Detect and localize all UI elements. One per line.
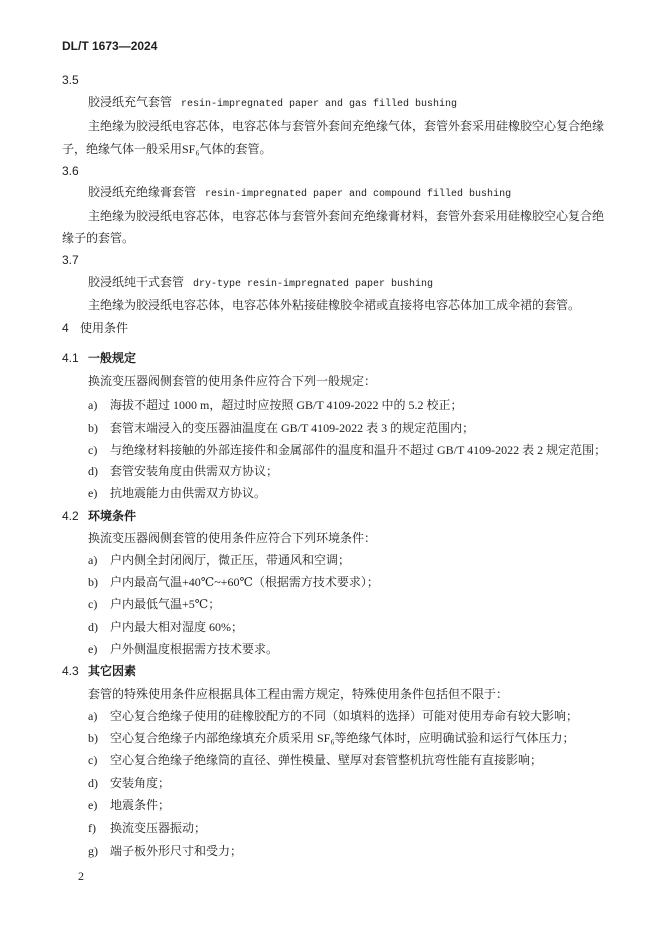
subsection-intro: 套管的特殊使用条件应根据具体工程由需方规定，特殊使用条件包括但不限于： [88,687,509,701]
list-item [88,843,622,859]
list-item [88,596,622,612]
list-text: 户内最低气温+5℃； [110,597,221,611]
list-item [88,797,622,813]
term-definition-line: 主绝缘为胶浸纸电容芯体，电容芯体与套管外套间充绝缘膏材料，套管外套采用硅橡胶空心复合绝 [88,209,605,223]
list-label: b) [88,731,98,745]
term-definition-line: 缘子的套管。 [62,231,135,245]
list-label: b) [88,575,98,589]
list-text: 抗地震能力由供需双方协议。 [110,486,267,500]
list-text: 安装角度； [110,776,171,790]
list-text: 端子板外形尺寸和受力； [110,844,243,858]
list-text: 换流变压器振动； [110,821,207,835]
subsection-title: 一般规定 [88,351,137,365]
list-text: 户内侧全封闭阀厅，微正压，带通风和空调； [110,553,351,567]
list-label: a) [88,709,98,723]
list-item [88,397,622,413]
list-item [88,641,622,657]
subsection-title: 其它因素 [88,664,137,678]
term-heading [88,184,622,200]
list-label: g) [88,844,98,858]
term-definition-line: 子，绝缘气体一般采用SF₆气体的套管。 [62,142,272,156]
list-item [88,442,622,458]
list-item [88,485,622,501]
list-text: 与绝缘材料接触的外部连接件和金属部件的温度和温升不超过 GB/T 4109-2022 表 2 规定范围； [110,443,607,457]
document-number-header: DL/T 1673—2024 [62,39,158,53]
term-number: 3.7 [62,253,79,267]
list-text: 户内最大相对湿度 60%； [110,620,243,634]
term-name-zh: 胶浸纸充绝缘膏套管 [88,185,197,199]
term-definition-line: 主绝缘为胶浸纸电容芯体，电容芯体外粘接硅橡胶伞裙或直接将电容芯体加工成伞裙的套管。 [88,298,581,312]
list-label: c) [88,443,98,457]
list-text: 户内最高气温+40℃~+60℃（根据需方技术要求）； [110,575,379,589]
term-number: 3.5 [62,73,79,87]
list-item [88,752,622,768]
list-label: a) [88,553,98,567]
list-label: e) [88,798,98,812]
subsection-heading [62,663,622,679]
list-label: b) [88,421,98,435]
list-text: 套管末端浸入的变压器油温度在 GB/T 4109-2022 表 3 的规定范围内； [110,421,475,435]
list-text: 套管安装角度由供需双方协议； [110,464,279,478]
list-item [88,775,622,791]
list-label: c) [88,597,98,611]
term-definition-line: 主绝缘为胶浸纸电容芯体，电容芯体与套管外套间充绝缘气体，套管外套采用硅橡胶空心复合绝缘 [88,119,605,133]
section-title: 使用条件 [80,321,129,335]
term-name-zh: 胶浸纸充气套管 [88,95,173,109]
subsection-number: 4.1 [62,351,79,365]
list-text: 户外侧温度根据需方技术要求。 [110,642,279,656]
subsection-number: 4.3 [62,664,79,678]
list-item [88,730,622,746]
term-name-en: dry-type resin-impregnated paper bushing [193,279,434,290]
list-label: d) [88,776,98,790]
list-item [88,463,622,479]
list-text: 空心复合绝缘子绝缘筒的直径、弹性模量、壁厚对套管整机抗弯性能有直接影响； [110,753,543,767]
subsection-heading [62,508,622,524]
term-number: 3.6 [62,164,79,178]
list-label: d) [88,464,98,478]
term-heading [88,94,622,110]
section-number: 4 [62,321,69,335]
subsection-intro: 换流变压器阀侧套管的使用条件应符合下列一般规定： [88,374,377,388]
page-number: 2 [78,869,84,883]
term-name-en: resin-impregnated paper and gas filled bushing [181,99,458,110]
list-label: e) [88,642,98,656]
section-heading [62,320,622,336]
list-label: e) [88,486,98,500]
list-label: c) [88,753,98,767]
list-label: d) [88,620,98,634]
list-item [88,552,622,568]
term-heading [88,274,622,290]
list-item [88,574,622,590]
list-label: f) [88,821,96,835]
list-item [88,820,622,836]
list-text: 地震条件； [110,798,171,812]
list-text: 空心复合绝缘子内部绝缘填充介质采用 SF₆等绝缘气体时，应明确试验和运行气体压力； [110,731,575,745]
list-text: 空心复合绝缘子使用的硅橡胶配方的不同（如填料的选择）可能对使用寿命有较大影响； [110,709,579,723]
subsection-intro: 换流变压器阀侧套管的使用条件应符合下列环境条件： [88,531,377,545]
subsection-title: 环境条件 [88,509,137,523]
list-text: 海拔不超过 1000 m，超过时应按照 GB/T 4109-2022 中的 5.2 校正； [110,398,463,412]
list-item [88,420,622,436]
term-name-en: resin-impregnated paper and compound filled bushing [205,189,512,200]
subsection-number: 4.2 [62,509,79,523]
list-label: a) [88,398,98,412]
list-item [88,708,622,724]
term-name-zh: 胶浸纸纯干式套管 [88,275,185,289]
subsection-heading [62,350,622,366]
list-item [88,619,622,635]
